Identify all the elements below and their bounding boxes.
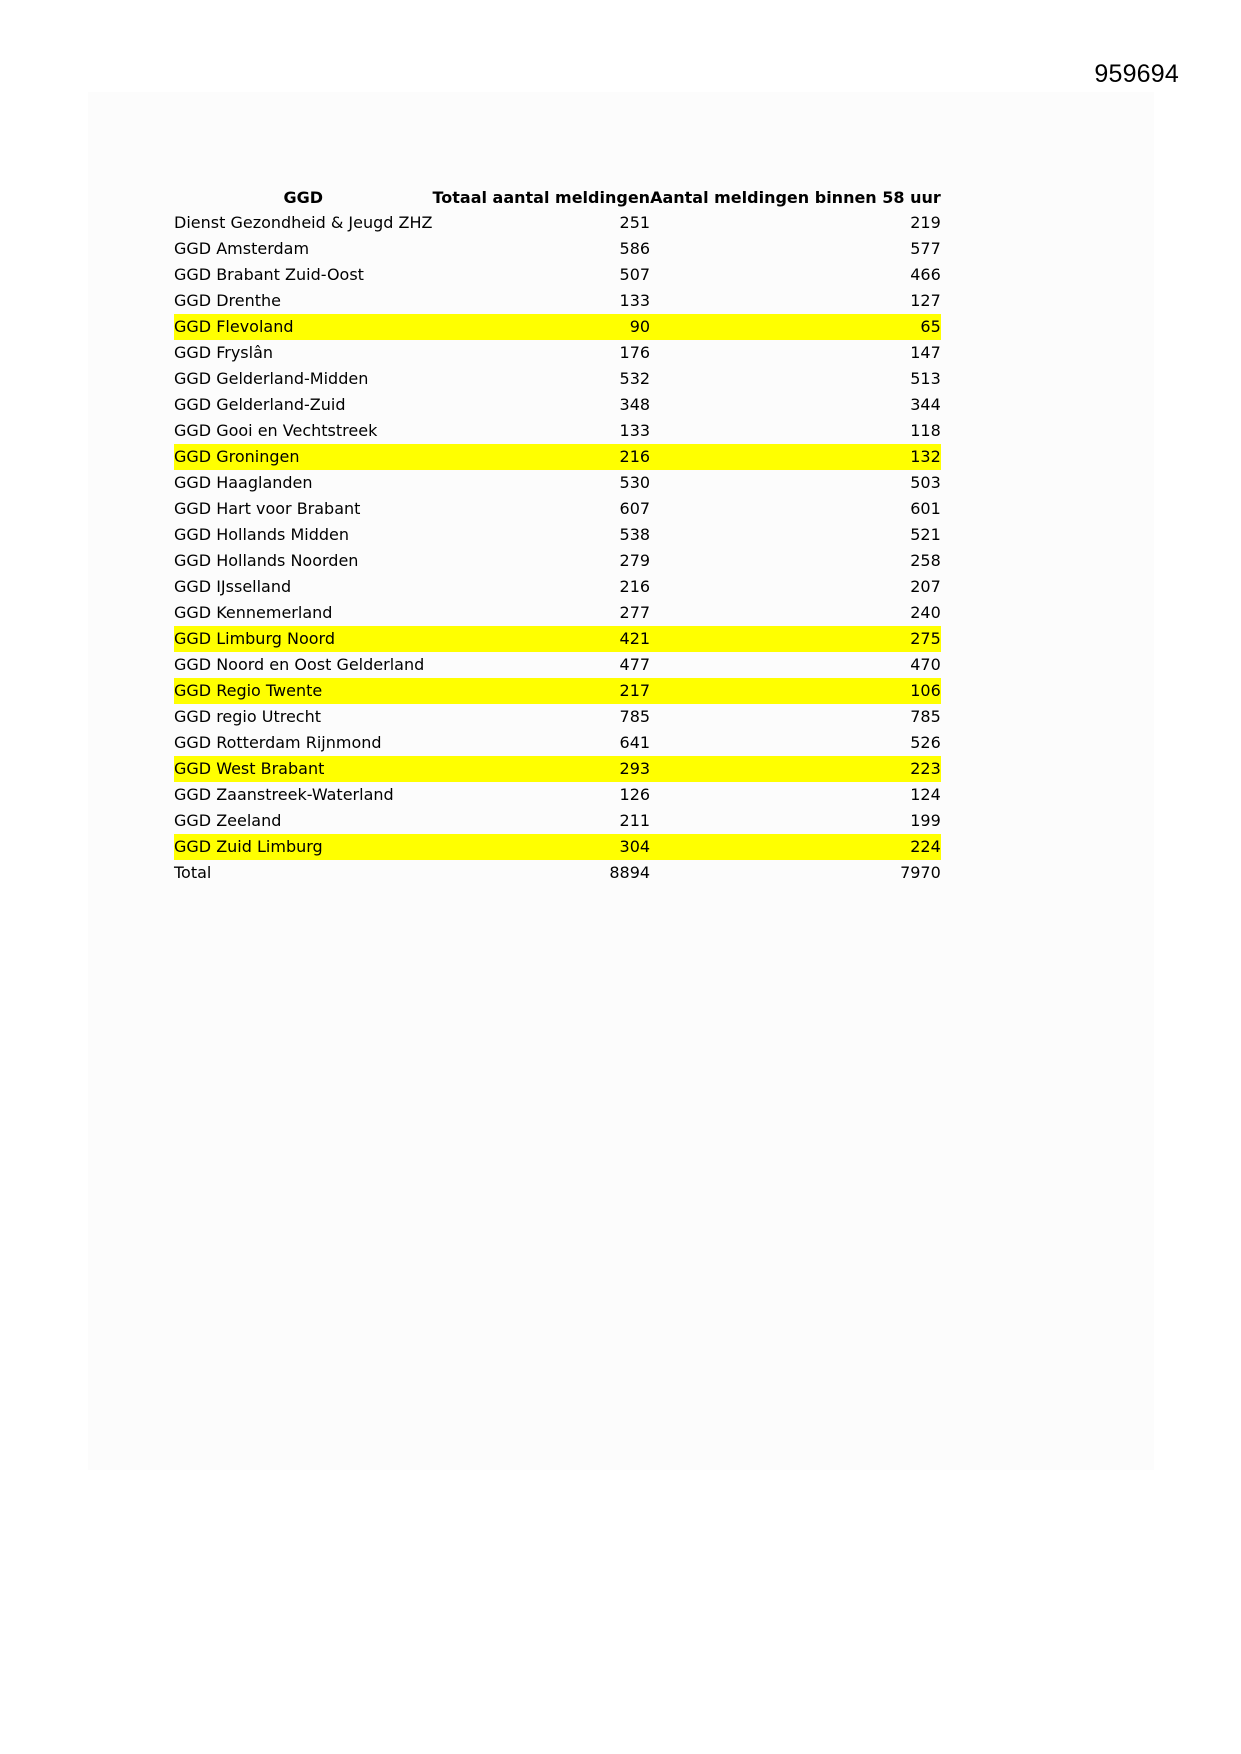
- cell-total: 217: [432, 678, 650, 704]
- table-body: [174, 210, 941, 886]
- cell-total: 530: [619, 473, 651, 492]
- cell-ggd-name: GGD Brabant Zuid-Oost: [174, 265, 364, 284]
- cell-within-58h: 219: [910, 213, 941, 232]
- cell-total: 293: [432, 756, 650, 782]
- table-row: [174, 704, 941, 730]
- cell-ggd-name: GGD Hollands Midden: [174, 525, 349, 544]
- table-row: [174, 522, 941, 548]
- cell-ggd-name: GGD Fryslân: [174, 343, 274, 362]
- cell-within-58h: 466: [910, 265, 941, 284]
- table-row: [174, 418, 941, 444]
- table-row: [174, 340, 941, 366]
- cell-within-58h: 106: [650, 678, 941, 704]
- cell-ggd-name: GGD Hollands Noorden: [174, 551, 359, 570]
- cell-ggd-name: GGD Amsterdam: [174, 239, 310, 258]
- cell-total: 507: [619, 265, 651, 284]
- page-number: 959694: [1094, 60, 1179, 88]
- cell-total: 8894: [609, 863, 651, 882]
- cell-ggd-name: GGD Groningen: [174, 444, 432, 470]
- cell-ggd-name: GGD Hart voor Brabant: [174, 499, 361, 518]
- cell-total: 607: [619, 499, 651, 518]
- cell-ggd-name: GGD Rotterdam Rijnmond: [174, 733, 382, 752]
- table-row: [174, 626, 941, 652]
- table-row: [174, 600, 941, 626]
- cell-total: 348: [619, 395, 651, 414]
- cell-within-58h: 124: [910, 785, 941, 804]
- cell-total: 785: [619, 707, 651, 726]
- cell-ggd-name: GGD Kennemerland: [174, 603, 333, 622]
- cell-ggd-name: GGD Regio Twente: [174, 678, 432, 704]
- cell-within-58h: 577: [910, 239, 941, 258]
- cell-within-58h: 521: [910, 525, 941, 544]
- table-row: [174, 808, 941, 834]
- cell-ggd-name: GGD Gelderland-Zuid: [174, 395, 346, 414]
- cell-ggd-name: Total: [174, 863, 212, 882]
- cell-total: 211: [619, 811, 651, 830]
- cell-total: 90: [432, 314, 650, 340]
- table-row: [174, 314, 941, 340]
- cell-within-58h: 223: [650, 756, 941, 782]
- cell-ggd-name: GGD Gelderland-Midden: [174, 369, 369, 388]
- cell-within-58h: 470: [910, 655, 941, 674]
- table-row: [174, 834, 941, 860]
- cell-total: 532: [619, 369, 651, 388]
- table-row: [174, 652, 941, 678]
- cell-within-58h: 207: [910, 577, 941, 596]
- table-row: [174, 782, 941, 808]
- cell-ggd-name: GGD regio Utrecht: [174, 707, 322, 726]
- table-row: [174, 548, 941, 574]
- cell-total: 538: [619, 525, 651, 544]
- cell-ggd-name: GGD Limburg Noord: [174, 626, 432, 652]
- cell-within-58h: 275: [650, 626, 941, 652]
- cell-within-58h: 258: [910, 551, 941, 570]
- cell-total: 304: [432, 834, 650, 860]
- cell-within-58h: 344: [910, 395, 941, 414]
- cell-ggd-name: GGD Zeeland: [174, 811, 282, 830]
- table-row: [174, 444, 941, 470]
- table-total-row: [174, 860, 941, 886]
- cell-within-58h: 147: [910, 343, 941, 362]
- table-row: [174, 366, 941, 392]
- table-row: [174, 496, 941, 522]
- header-within-58h: Aantal meldingen binnen 58 uur: [650, 187, 941, 207]
- cell-ggd-name: GGD IJsselland: [174, 577, 292, 596]
- cell-total: 421: [432, 626, 650, 652]
- cell-total: 251: [619, 213, 651, 232]
- cell-ggd-name: GGD Drenthe: [174, 291, 281, 310]
- cell-total: 641: [619, 733, 651, 752]
- cell-total: 586: [619, 239, 651, 258]
- header-total: Totaal aantal meldingen: [432, 187, 651, 207]
- table-row: [174, 262, 941, 288]
- table-row: [174, 730, 941, 756]
- cell-within-58h: 65: [650, 314, 941, 340]
- cell-within-58h: 503: [910, 473, 941, 492]
- cell-within-58h: 224: [650, 834, 941, 860]
- cell-ggd-name: GGD Haaglanden: [174, 473, 313, 492]
- cell-within-58h: 127: [910, 291, 941, 310]
- cell-within-58h: 240: [910, 603, 941, 622]
- table-row: [174, 678, 941, 704]
- cell-within-58h: 118: [910, 421, 941, 440]
- cell-total: 216: [432, 444, 650, 470]
- cell-within-58h: 7970: [900, 863, 941, 882]
- cell-ggd-name: GGD Flevoland: [174, 314, 432, 340]
- cell-ggd-name: GGD Zuid Limburg: [174, 834, 432, 860]
- cell-total: 133: [619, 421, 651, 440]
- table-row: [174, 470, 941, 496]
- cell-within-58h: 513: [910, 369, 941, 388]
- cell-ggd-name: GGD Noord en Oost Gelderland: [174, 655, 425, 674]
- table-row: [174, 392, 941, 418]
- cell-ggd-name: Dienst Gezondheid & Jeugd ZHZ: [174, 213, 433, 232]
- cell-total: 216: [619, 577, 651, 596]
- meldingen-table-container: [174, 184, 940, 886]
- cell-ggd-name: GGD Zaanstreek-Waterland: [174, 785, 394, 804]
- meldingen-table: [174, 184, 941, 886]
- cell-within-58h: 526: [910, 733, 941, 752]
- table-header-row: [174, 184, 941, 210]
- cell-total: 279: [619, 551, 651, 570]
- table-row: [174, 574, 941, 600]
- cell-within-58h: 132: [650, 444, 941, 470]
- cell-ggd-name: GGD Gooi en Vechtstreek: [174, 421, 378, 440]
- cell-ggd-name: GGD West Brabant: [174, 756, 432, 782]
- cell-total: 176: [619, 343, 651, 362]
- cell-total: 126: [619, 785, 651, 804]
- cell-total: 133: [619, 291, 651, 310]
- cell-within-58h: 601: [910, 499, 941, 518]
- cell-total: 477: [619, 655, 651, 674]
- table-row: [174, 288, 941, 314]
- table-row: [174, 236, 941, 262]
- table-row: [174, 210, 941, 236]
- cell-total: 277: [619, 603, 651, 622]
- cell-within-58h: 199: [910, 811, 941, 830]
- cell-within-58h: 785: [910, 707, 941, 726]
- header-ggd: GGD: [283, 187, 323, 207]
- table-row: [174, 756, 941, 782]
